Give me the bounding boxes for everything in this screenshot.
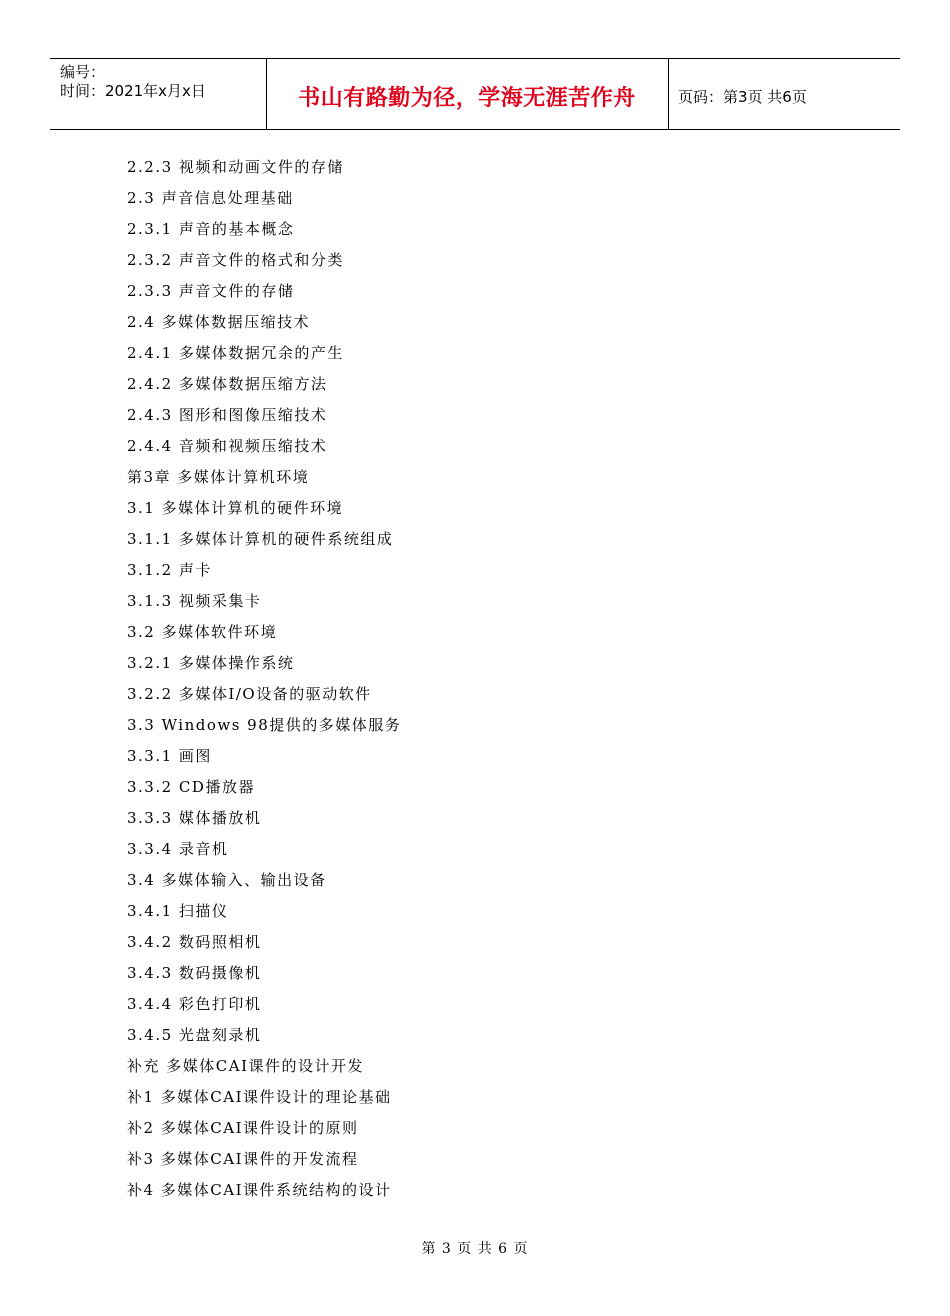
toc-entry: 2.4.4 音频和视频压缩技术 xyxy=(127,437,328,455)
toc-entry: 3.3.1 画图 xyxy=(127,747,212,765)
toc-entry: 2.3 声音信息处理基础 xyxy=(127,189,294,207)
toc-entry: 2.3.1 声音的基本概念 xyxy=(127,220,295,238)
toc-entry: 3.1.3 视频采集卡 xyxy=(127,592,262,610)
toc-entry: 3.3.3 媒体播放机 xyxy=(127,809,262,827)
toc-entry: 3.4.5 光盘刻录机 xyxy=(127,1026,262,1044)
toc-entry: 补2 多媒体CAI课件设计的原则 xyxy=(127,1119,359,1137)
header-divider-right xyxy=(668,59,669,129)
toc-entry: 2.4.1 多媒体数据冗余的产生 xyxy=(127,344,344,362)
page-footer: 第 3 页 共 6 页 xyxy=(421,1241,529,1257)
toc-entry: 3.2.2 多媒体I/O设备的驱动软件 xyxy=(127,685,372,703)
toc-entry: 3.3 Windows 98提供的多媒体服务 xyxy=(127,716,402,734)
header-meta xyxy=(60,63,206,101)
toc-entry: 2.3.3 声音文件的存储 xyxy=(127,282,295,300)
toc-entry: 2.4.3 图形和图像压缩技术 xyxy=(127,406,328,424)
toc-entry: 3.2.1 多媒体操作系统 xyxy=(127,654,295,672)
toc-entry: 3.1.2 声卡 xyxy=(127,561,212,579)
toc-entry: 3.4.2 数码照相机 xyxy=(127,933,262,951)
toc-entry: 补充 多媒体CAI课件的设计开发 xyxy=(127,1057,365,1075)
toc-entry: 第3章 多媒体计算机环境 xyxy=(127,468,310,486)
toc-entry: 3.4.3 数码摄像机 xyxy=(127,964,262,982)
table-of-contents xyxy=(127,152,401,1206)
toc-entry: 3.4 多媒体输入、输出设备 xyxy=(127,871,327,889)
toc-entry: 2.4 多媒体数据压缩技术 xyxy=(127,313,311,331)
toc-entry: 2.3.2 声音文件的格式和分类 xyxy=(127,251,344,269)
header-page-info: 页码：第3页 共6页 xyxy=(678,88,807,106)
toc-entry: 3.3.2 CD播放器 xyxy=(127,778,255,796)
toc-entry: 2.4.2 多媒体数据压缩方法 xyxy=(127,375,328,393)
document-number-label: 编号： xyxy=(60,63,106,81)
toc-entry: 3.3.4 录音机 xyxy=(127,840,229,858)
toc-entry: 补4 多媒体CAI课件系统结构的设计 xyxy=(127,1181,392,1199)
toc-entry: 2.2.3 视频和动画文件的存储 xyxy=(127,158,344,176)
toc-entry: 补1 多媒体CAI课件设计的理论基础 xyxy=(127,1088,392,1106)
toc-entry: 3.1.1 多媒体计算机的硬件系统组成 xyxy=(127,530,394,548)
toc-entry: 补3 多媒体CAI课件的开发流程 xyxy=(127,1150,359,1168)
toc-entry: 3.4.1 扫描仪 xyxy=(127,902,229,920)
toc-entry: 3.1 多媒体计算机的硬件环境 xyxy=(127,499,344,517)
toc-entry: 3.4.4 彩色打印机 xyxy=(127,995,262,1013)
toc-entry: 3.2 多媒体软件环境 xyxy=(127,623,278,641)
header-motto: 书山有路勤为径，学海无涯苦作舟 xyxy=(298,86,636,111)
document-time-label: 时间：2021年x月x日 xyxy=(60,82,206,100)
page-header xyxy=(50,58,900,130)
